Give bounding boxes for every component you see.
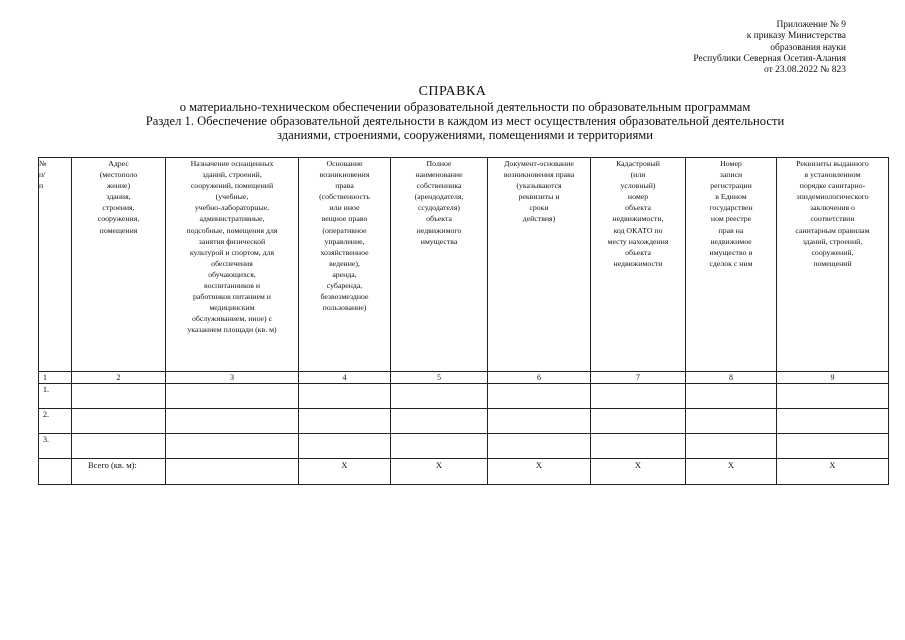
total-mark: X (591, 459, 686, 485)
total-mark: X (686, 459, 777, 485)
header-cell (591, 158, 686, 372)
column-number: 4 (299, 372, 391, 384)
table-cell (72, 384, 166, 409)
appendix-line: Республики Северная Осетия-Алания (693, 53, 846, 64)
header-cadastral-label: Кадастровый (или условный) номер объекта недвижимости, код ОКАТО по месту нахождения объекта недвижимости (607, 159, 669, 268)
table-cell (488, 434, 591, 459)
table-cell (299, 409, 391, 434)
table-header-row (39, 158, 889, 372)
table-cell (777, 434, 889, 459)
table-row (39, 384, 889, 409)
column-number: 3 (166, 372, 299, 384)
row-number: 2. (39, 409, 72, 434)
header-address-label: Адрес (местополо жение) здания, строения, сооружения, помещения (97, 159, 140, 235)
header-cell (391, 158, 488, 372)
table-cell (72, 434, 166, 459)
table-row (39, 409, 889, 434)
table-cell (299, 384, 391, 409)
table-cell (72, 409, 166, 434)
header-cell (166, 158, 299, 372)
header-cell (488, 158, 591, 372)
column-number-row (39, 372, 889, 384)
column-number: 7 (591, 372, 686, 384)
column-number: 5 (391, 372, 488, 384)
table-cell (488, 384, 591, 409)
row-number: 1. (39, 384, 72, 409)
table-cell (488, 409, 591, 434)
subtitle-line: зданиями, строениями, сооружениями, помещениями и территориями (277, 128, 653, 143)
table-cell (686, 384, 777, 409)
header-cell (686, 158, 777, 372)
table-cell (166, 384, 299, 409)
header-cell (72, 158, 166, 372)
total-mark: X (391, 459, 488, 485)
column-number: 2 (72, 372, 166, 384)
total-mark: X (777, 459, 889, 485)
table-cell (777, 409, 889, 434)
table-cell (591, 434, 686, 459)
document-subtitle (40, 100, 890, 143)
column-number: 6 (488, 372, 591, 384)
table-cell (391, 384, 488, 409)
table-cell (391, 434, 488, 459)
table-cell (39, 459, 72, 485)
table-cell (686, 434, 777, 459)
total-mark: X (488, 459, 591, 485)
row-number: 3. (39, 434, 72, 459)
header-purpose-label: Назначение оснащенных зданий, строений, сооружений, помещений (учебные, учебно-лабораторные, административные, подсобные, помещения для занятия физической культурой и спортом, для обеспечения обучающихся, воспитанников и работников питанием и медицинским обслуживанием, иное) с указанием площади (кв. м) (186, 159, 278, 335)
total-mark: X (299, 459, 391, 485)
header-sanitary-label: Реквизиты выданного в установленном порядке санитарно- эпидемиологического заключения о соответствии санитарным правилам зданий, строений, сооружений, помещений (795, 159, 870, 268)
appendix-line: к приказу Министерства (746, 31, 846, 42)
column-number: 1 (39, 372, 72, 384)
subtitle-line: Раздел 1. Обеспечение образовательной деятельности в каждом из мест осуществления образовательной деятельности (145, 114, 785, 129)
subtitle-line: о материально-техническом обеспечении образовательной деятельности по образовательным программам (179, 100, 751, 114)
header-registration-label: Номер записи регистрации в Едином государствен ном реестре прав на недвижимое имущество и сделок с ним (709, 159, 753, 268)
column-number: 9 (777, 372, 889, 384)
total-label: Всего (кв. м): (72, 459, 166, 485)
appendix-line: образования науки (770, 42, 846, 53)
header-number-label: № п/ п (39, 159, 47, 191)
table-cell (686, 409, 777, 434)
header-document-label: Документ-основание возникновения права (указываются реквизиты и сроки действия) (503, 159, 575, 224)
facilities-table (38, 157, 889, 485)
header-right-basis-label: Основание возникновения права (собственность или иное вещное право (оперативное управление, хозяйственное ведение), аренда, субаренда, безвозмездное пользование) (319, 159, 370, 313)
total-row (39, 459, 889, 485)
table-cell (591, 409, 686, 434)
table-cell (591, 384, 686, 409)
appendix-line: от 23.08.2022 № 823 (764, 65, 846, 76)
appendix-note (693, 20, 846, 76)
header-owner-label: Полное наименование собственника (арендодателя, ссудодателя) объекта недвижимого имущества (414, 159, 464, 246)
header-cell (39, 158, 72, 372)
table-cell (166, 409, 299, 434)
appendix-line: Приложение № 9 (776, 20, 846, 30)
total-mark (166, 459, 299, 485)
column-number: 8 (686, 372, 777, 384)
table-cell (166, 434, 299, 459)
document-title: СПРАВКА (418, 84, 487, 99)
header-cell (777, 158, 889, 372)
table-cell (777, 384, 889, 409)
table-cell (391, 409, 488, 434)
header-cell (299, 158, 391, 372)
table-row (39, 434, 889, 459)
table-cell (299, 434, 391, 459)
